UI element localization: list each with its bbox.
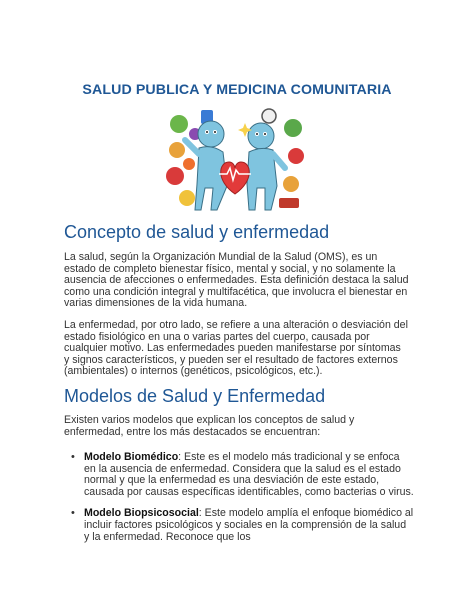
- bullet-icon: •: [71, 451, 75, 463]
- list-item: [64, 452, 414, 498]
- section-heading-modelos: Modelos de Salud y Enfermedad: [64, 386, 326, 406]
- model-name: Modelo Biomédico: [84, 451, 179, 463]
- models-list: [64, 452, 414, 553]
- paragraph-salud: La salud, según la Organización Mundial de la Salud (OMS), es un estado de completo bienestar físico, mental y social, y no solamente la ausencia de afecciones o enfermedades. Esta definición destaca la salud como una condición integral y multifacética, que involucra el bienestar en varias dimensiones de la vida humana.: [64, 251, 409, 310]
- health-illustration-icon: [165, 106, 306, 214]
- model-description: : Este modelo amplía el enfoque biomédico al incluir factores psicológicos y sociales en la comprensión de la salud y la enfermedad. Reconoce que los: [84, 507, 414, 543]
- paragraph-enfermedad: La enfermedad, por otro lado, se refiere a una alteración o desviación del estado fisiológico en una o varias partes del cuerpo, causada por cualquier motivo. Las enfermedades pueden manifestarse por síntomas y signos característicos, y pueden ser el resultado de factores externos (ambientales) o internos (genéticos, psicológicos, etc.).: [64, 319, 408, 378]
- document-title: SALUD PUBLICA Y MEDICINA COMUNITARIA: [82, 82, 392, 98]
- list-item: [64, 508, 414, 543]
- model-description: : Este es el modelo más tradicional y se enfoca en la ausencia de enfermedad. Considera que la salud es el estado normal y que la enfermedad es una desviación de este estado, causada por causas específicas identificables, como bacterias o virus.: [84, 451, 414, 498]
- model-name: Modelo Biopsicosocial: [84, 507, 199, 520]
- bullet-icon: •: [71, 507, 75, 520]
- paragraph-modelos-intro: Existen varios modelos que explican los conceptos de salud y enfermedad, entre los más destacados se encuentran:: [64, 414, 355, 438]
- section-heading-concepto: Concepto de salud y enfermedad: [64, 222, 330, 242]
